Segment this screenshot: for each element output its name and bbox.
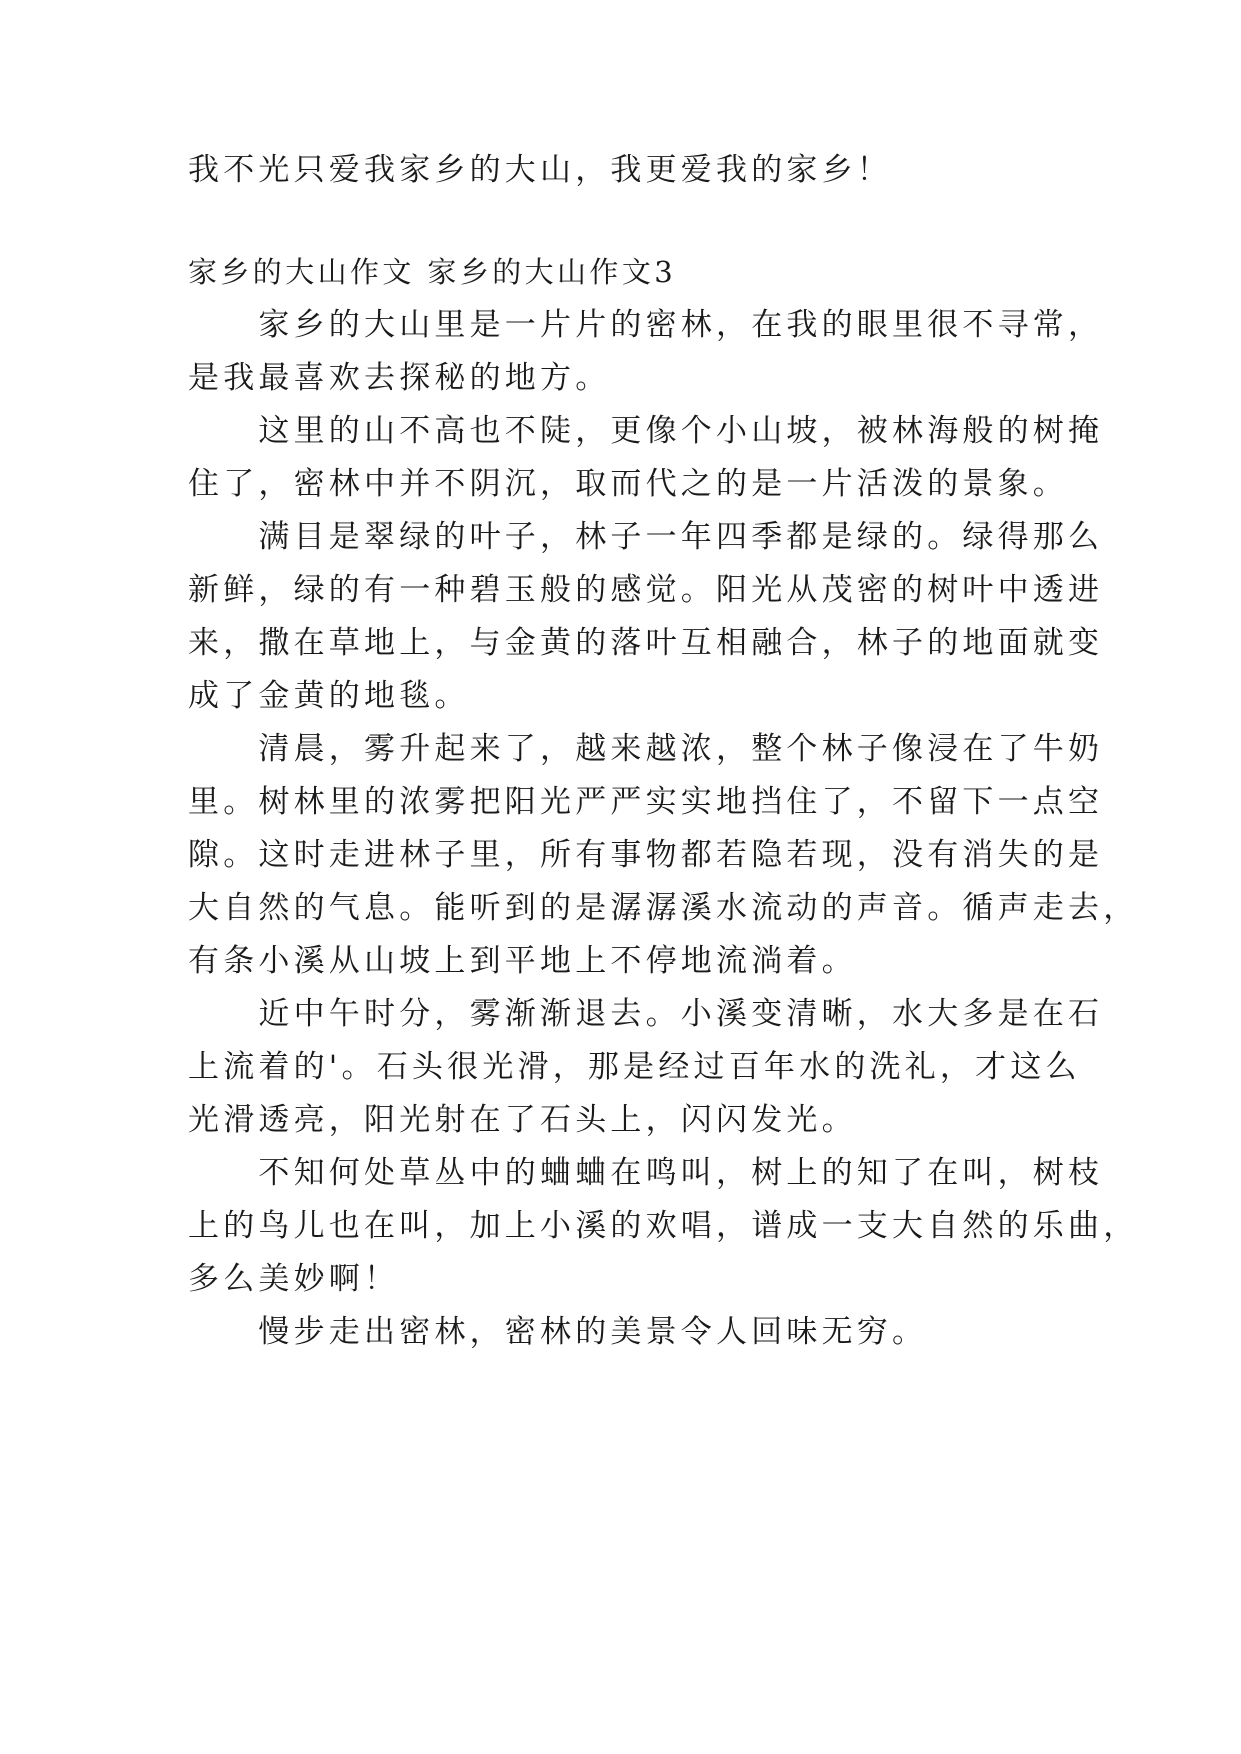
paragraph-line: 家乡的大山里是一片片的密林，在我的眼里很不寻常， [188,307,1104,343]
paragraph-line: 来，撒在草地上，与金黄的落叶互相融合，林子的地面就变 [188,625,1104,661]
paragraph-line: 不知何处草丛中的蛐蛐在鸣叫，树上的知了在叫，树枝 [188,1155,1104,1191]
paragraph-line: 光滑透亮，阳光射在了石头上，闪闪发光。 [188,1102,857,1138]
paragraph-line: 住了，密林中并不阴沉，取而代之的是一片活泼的景象。 [188,466,1068,502]
paragraph-line: 满目是翠绿的叶子，林子一年四季都是绿的。绿得那么 [188,519,1104,555]
paragraph-line: 上的鸟儿也在叫，加上小溪的欢唱，谱成一支大自然的乐曲， [188,1208,1139,1244]
paragraph-line: 清晨，雾升起来了，越来越浓，整个林子像浸在了牛奶 [188,731,1104,767]
paragraph-line: 成了金黄的地毯。 [188,678,470,714]
paragraph-line: 上流着的'。石头很光滑，那是经过百年水的洗礼，才这么 [188,1049,1081,1085]
paragraph-line: 慢步走出密林，密林的美景令人回味无穷。 [188,1314,928,1350]
paragraph-line: 有条小溪从山坡上到平地上不停地流淌着。 [188,943,857,979]
paragraph-line: 多么美妙啊！ [188,1261,400,1297]
paragraph-line: 近中午时分，雾渐渐退去。小溪变清晰，水大多是在石 [188,996,1104,1032]
paragraph-line: 是我最喜欢去探秘的地方。 [188,360,611,396]
paragraph-line: 里。树林里的浓雾把阳光严严实实地挡住了，不留下一点空 [188,784,1104,820]
paragraph-line: 新鲜，绿的有一种碧玉般的感觉。阳光从茂密的树叶中透进 [188,572,1104,608]
paragraph-line: 这里的山不高也不陡，更像个小山坡，被林海般的树掩 [188,413,1104,449]
paragraph-line: 隙。这时走进林子里，所有事物都若隐若现，没有消失的是 [188,837,1104,873]
section-title: 家乡的大山作文 家乡的大山作文3 [188,255,677,289]
paragraph-line: 大自然的气息。能听到的是潺潺溪水流动的声音。循声走去， [188,890,1139,926]
closing-line: 我不光只爱我家乡的大山，我更爱我的家乡！ [188,152,892,188]
